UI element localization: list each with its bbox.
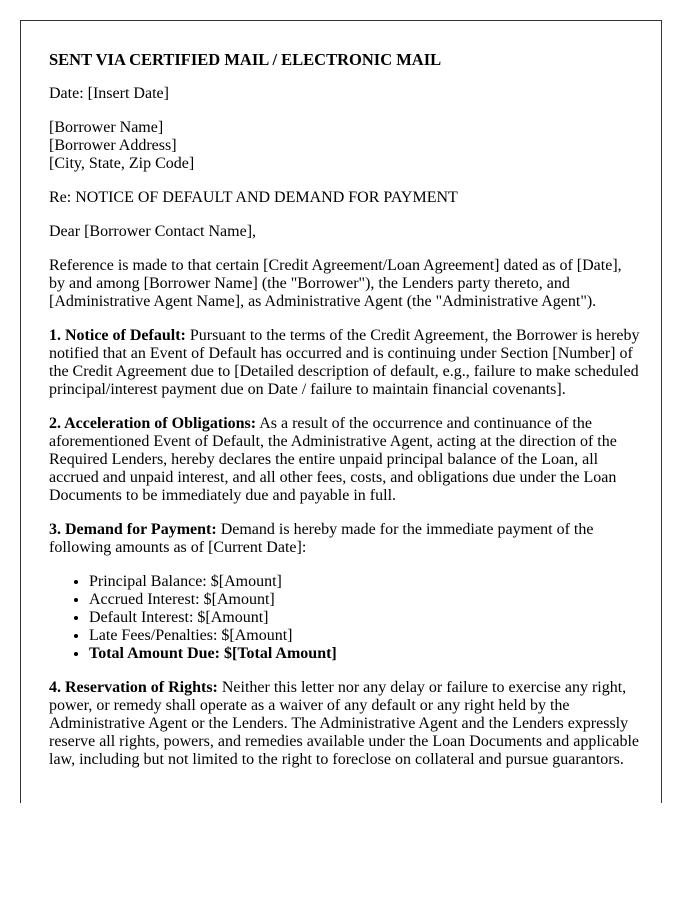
recipient-city-state-zip: [City, State, Zip Code]	[49, 155, 195, 172]
delivery-method-header: SENT VIA CERTIFIED MAIL / ELECTRONIC MAIL	[49, 50, 442, 69]
section-notice-of-default	[49, 327, 641, 399]
amount-item-accrued-interest: • Accrued Interest: $[Amount]	[89, 591, 641, 609]
subject-line: Re: NOTICE OF DEFAULT AND DEMAND FOR PAYMENT	[49, 189, 458, 206]
recipient-address-block	[49, 119, 641, 173]
salutation: Dear [Borrower Contact Name],	[49, 223, 257, 240]
date-line: Date: [Insert Date]	[49, 85, 169, 102]
section-label: 2. Acceleration of Obligations:	[49, 415, 257, 432]
section-text: Demand is hereby made for the immediate payment of the following amounts as of [Current Date]:	[49, 521, 594, 556]
section-label: 3. Demand for Payment:	[49, 521, 217, 538]
amount-item-late-fees: • Late Fees/Penalties: $[Amount]	[89, 627, 641, 645]
letter-page	[20, 20, 662, 803]
amounts-list	[49, 573, 641, 663]
section-text: Neither this letter nor any delay or failure to exercise any right, power, or remedy shall operate as a waiver of any default or any right held by the Administrative Agent or the Lenders. The Administrative Agent and the Lenders expressly reserve all rights, powers, and remedies available under the Loan Documents and applicable law, including but not limited to the right to foreclose on collateral and pursue guarantors.	[49, 679, 639, 768]
section-reservation-of-rights	[49, 679, 641, 769]
amount-item-default-interest: • Default Interest: $[Amount]	[89, 609, 641, 627]
section-text: As a result of the occurrence and continuance of the aforementioned Event of Default, the Administrative Agent, acting at the direction of the Required Lenders, hereby declares the entire unpaid principal balance of the Loan, all accrued and unpaid interest, and all other fees, costs, and obligations due under the Loan Documents to be immediately due and payable in full.	[49, 415, 617, 504]
section-label: 4. Reservation of Rights:	[49, 679, 218, 696]
section-demand-for-payment	[49, 521, 641, 557]
letter-content	[21, 21, 661, 769]
intro-paragraph: Reference is made to that certain [Credit Agreement/Loan Agreement] dated as of [Date], by and among [Borrower Name] (the "Borrower"), the Lenders party thereto, and [Administrative Agent Name], as Administrative Agent (the "Administrative Agent").	[49, 257, 622, 310]
recipient-address: [Borrower Address]	[49, 137, 177, 154]
section-label: 1. Notice of Default:	[49, 327, 186, 344]
section-acceleration	[49, 415, 641, 505]
amount-item-principal: • Principal Balance: $[Amount]	[89, 573, 641, 591]
amount-item-total: • Total Amount Due: $[Total Amount]	[89, 645, 641, 663]
section-text: Pursuant to the terms of the Credit Agreement, the Borrower is hereby notified that an Event of Default has occurred and is continuing under Section [Number] of the Credit Agreement due to [Detailed description of default, e.g., failure to make scheduled principal/interest payment due on Date / failure to maintain financial covenants].	[49, 327, 640, 398]
recipient-name: [Borrower Name]	[49, 119, 164, 136]
